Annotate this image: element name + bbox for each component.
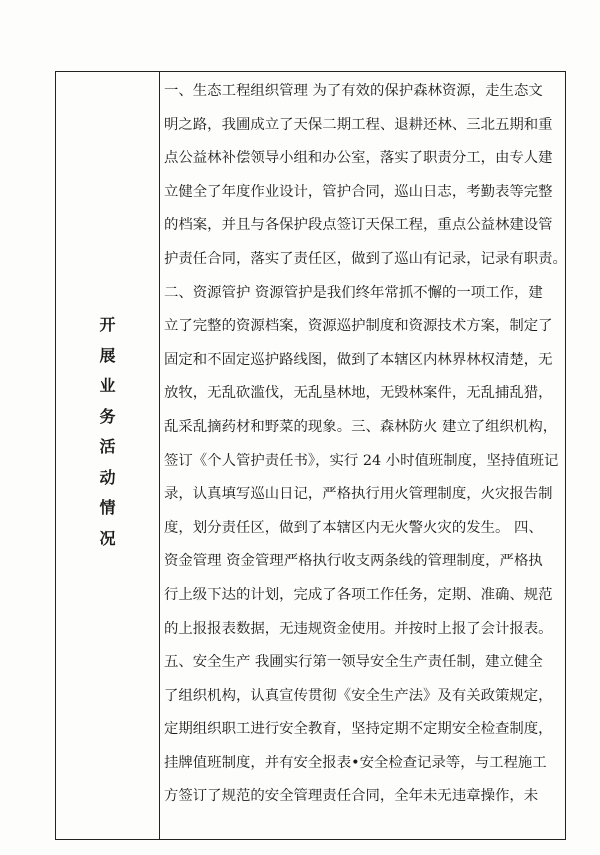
label-char: 况: [99, 528, 116, 548]
text-line: 签订《个人管护责任书》，实行 24 小时值班制度，坚持值班记: [164, 452, 559, 469]
text-line: 一、生态工程组织管理 为了有效的保护森林资源，走生态文: [164, 83, 543, 99]
text-line: 行上级下达的计划，完成了各项工作任务，定期、准确、规范: [164, 586, 553, 603]
text-line: 立健全了年度作业设计，管护合同，巡山日志，考勤表等完整: [164, 183, 553, 200]
text-line: 了组织机构，认真宣传贯彻《安全生产法》及有关政策规定，: [164, 687, 553, 704]
text-line: 固定和不固定巡护路线图，做到了本辖区内林界林权清楚，无: [164, 351, 553, 368]
label-char: 情: [99, 498, 116, 517]
label-char: 活: [99, 437, 116, 456]
form-table: [55, 71, 566, 840]
text-line: 挂牌值班制度，并有安全报表•安全检查记录等，与工程施工: [164, 754, 547, 771]
text-line: 乱采乱摘药材和野菜的现象。三、森林防火 建立了组织机构，: [164, 418, 558, 435]
text-line: 录，认真填写巡山日记，严格执行用火管理制度，火灾报告制: [164, 486, 553, 503]
column-divider: [159, 72, 160, 839]
label-char: 动: [99, 467, 116, 487]
label-char: 开: [99, 315, 116, 334]
text-line: 资金管理 资金管理严格执行收支两条线的管理制度，严格执: [164, 553, 543, 570]
content-cell: [164, 75, 567, 840]
text-line: 定期组织职工进行安全教育，坚持定期不定期安全检查制度，: [164, 721, 553, 738]
text-line: 二、资源管护 资源管护是我们终年常抓不懈的一项工作，建: [164, 284, 543, 301]
text-line: 方签订了规范的安全管理责任合同，全年未无违章操作，未: [164, 788, 539, 805]
label-char: 业: [99, 376, 116, 395]
label-char: 务: [99, 406, 116, 426]
text-line: 放牧，无乱砍滥伐，无乱垦林地，无毁林案件，无乱捕乱猎，: [164, 385, 553, 402]
text-line: 的上报报表数据，无违规资金使用。并按时上报了会计报表。: [164, 620, 553, 637]
text-line: 护责任合同，落实了责任区，做到了巡山有记录，记录有职责。: [164, 250, 567, 267]
label-char: 展: [99, 345, 116, 365]
text-line: 点公益林补偿领导小组和办公室，落实了职责分工，由专人建: [164, 150, 553, 167]
text-line: 五、安全生产 我圃实行第一领导安全生产责任制，建立健全: [164, 654, 543, 671]
text-line: 明之路，我圃成立了天保二期工程、退耕还林、三北五期和重: [164, 116, 553, 133]
section-label: [56, 310, 159, 554]
text-line: 度，划分责任区，做到了本辖区内无火警火灾的发生。 四、: [164, 519, 543, 536]
label-cell: [56, 72, 159, 839]
text-line: 立了完整的资源档案，资源巡护制度和资源技术方案，制定了: [164, 318, 553, 335]
text-line: 的档案，并且与各保护段点签订天保工程，重点公益林建设管: [164, 217, 553, 234]
